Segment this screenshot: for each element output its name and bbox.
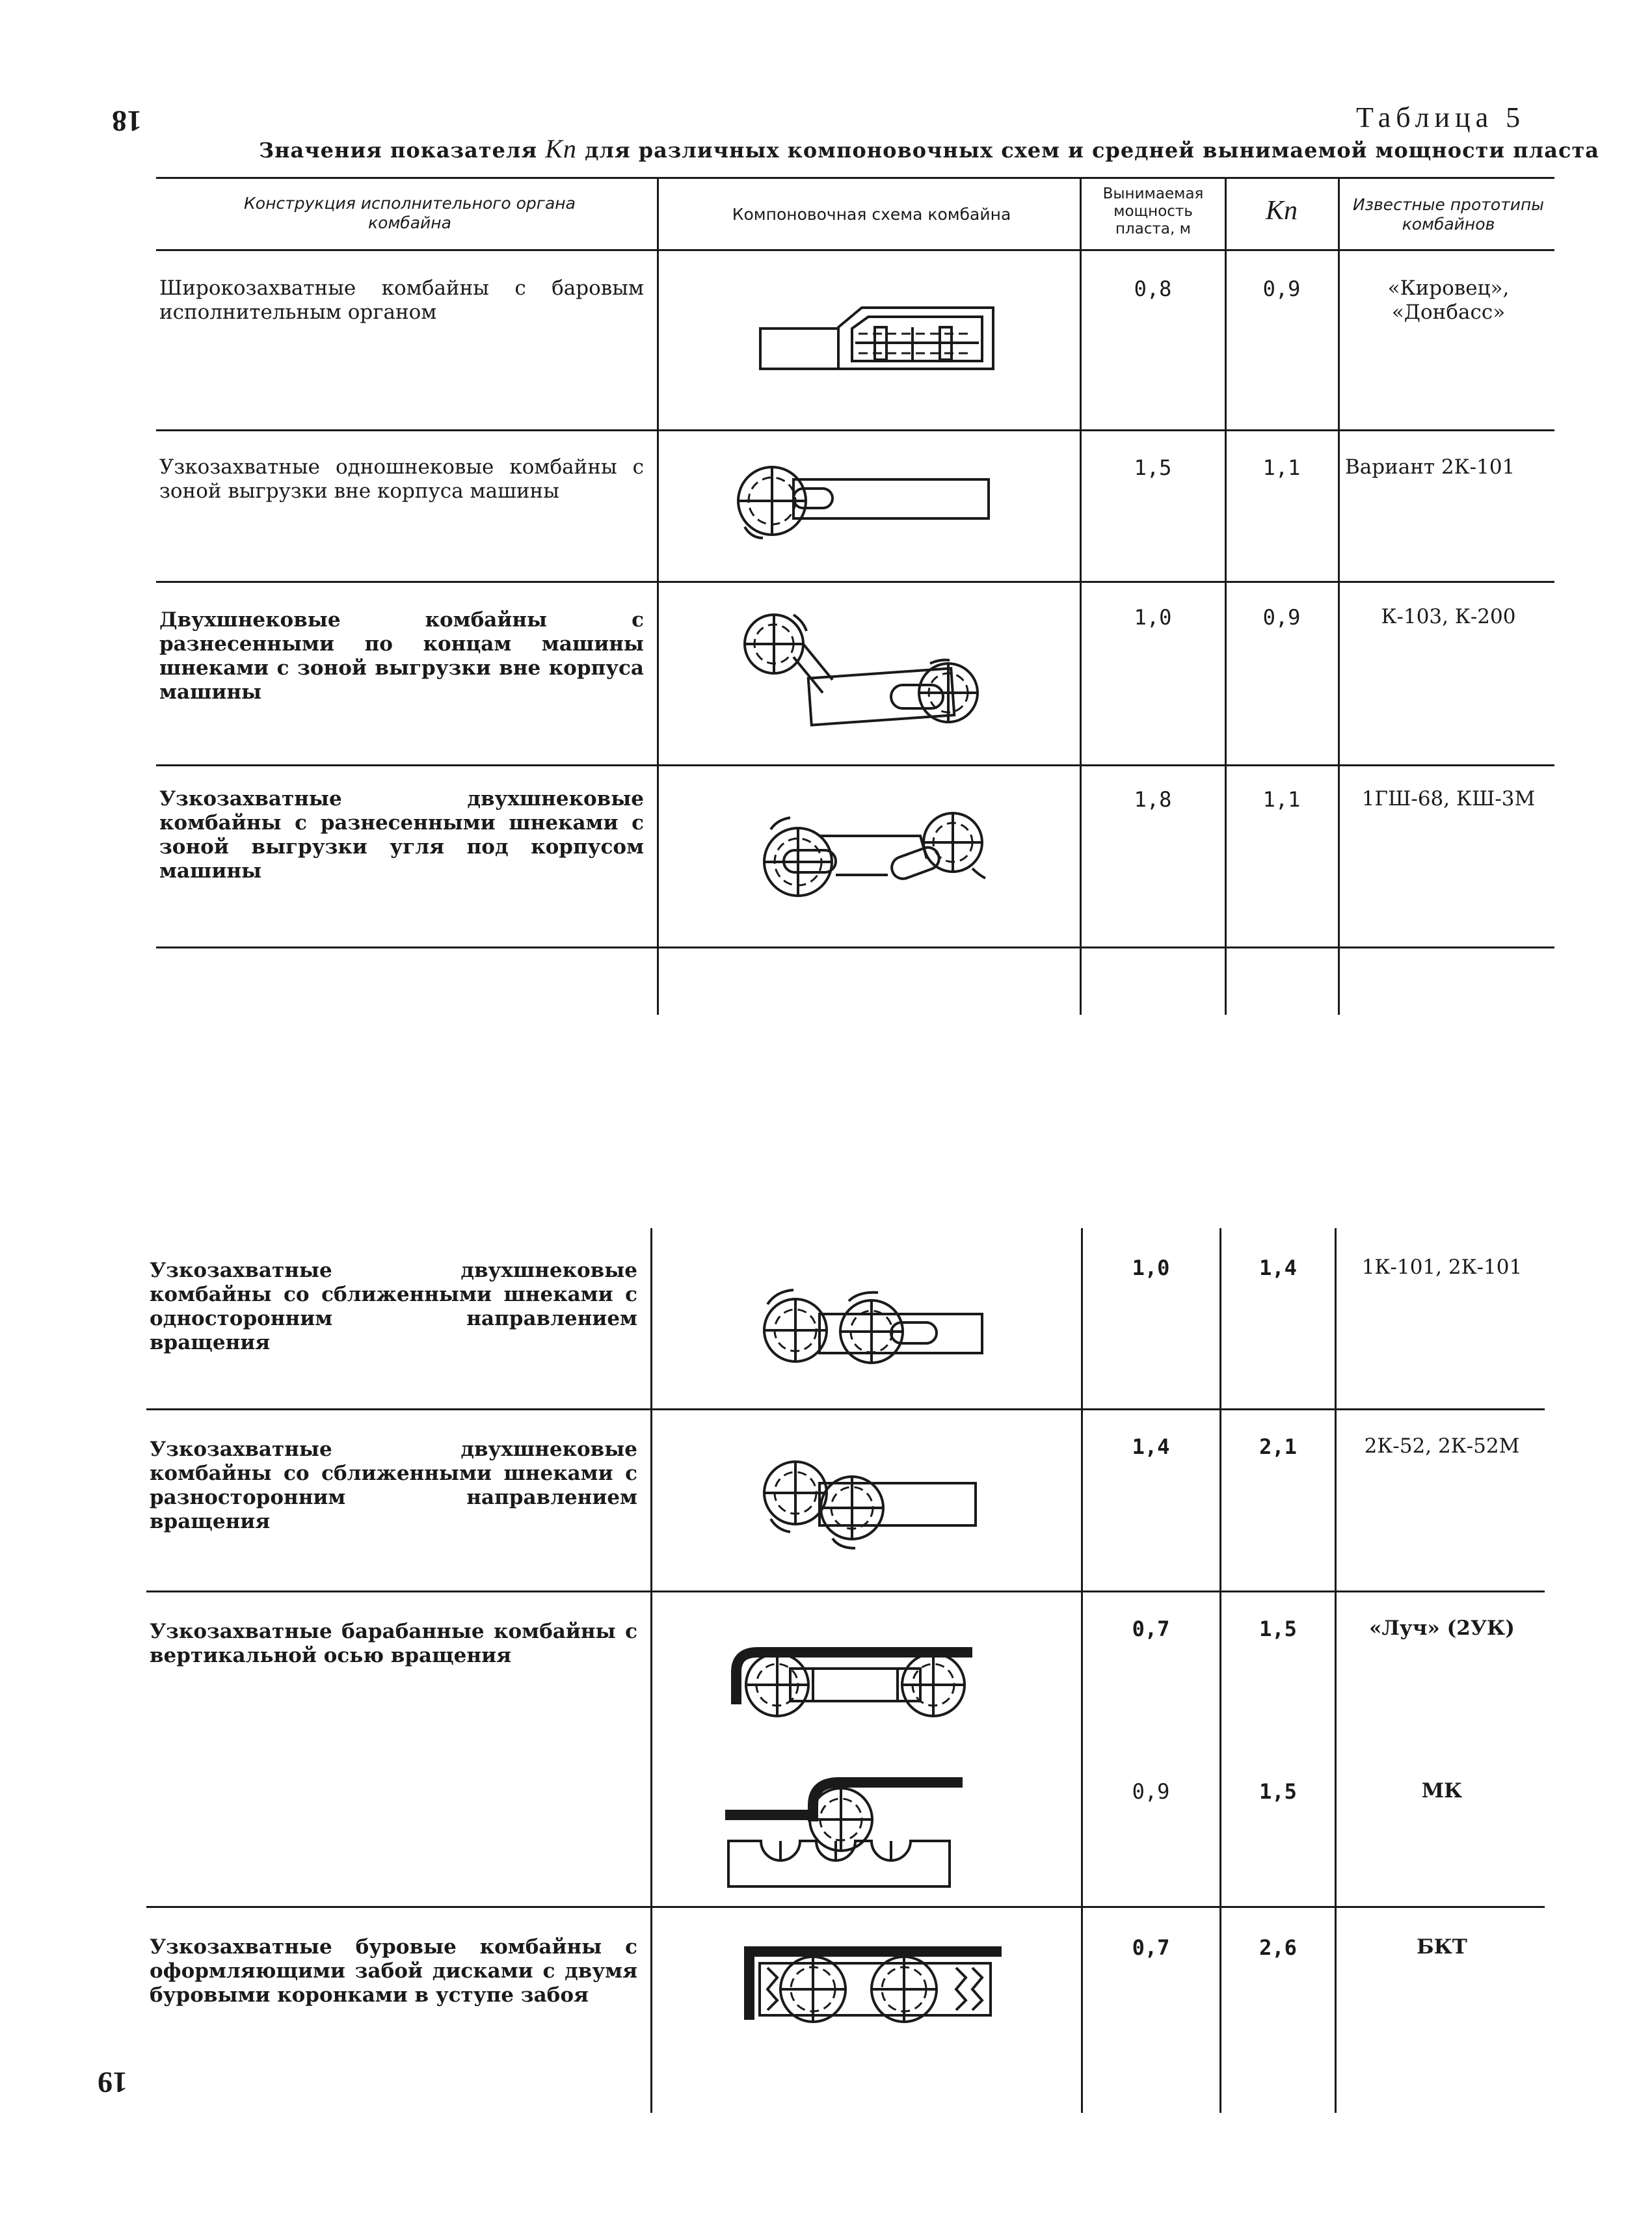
row-4-design: Узкозахватные двухшнековые комбайны с разнесенными шнеками с зоной выгрузки угля под корпусом машины bbox=[159, 787, 644, 883]
row-7-design: Узкозахватные барабанные комбайны с вертикальной осью вращения bbox=[150, 1620, 637, 1667]
row-9-thickness: 0,7 bbox=[1132, 1935, 1170, 1960]
row-8-thickness: 0,9 bbox=[1132, 1779, 1170, 1804]
row-separator bbox=[146, 1590, 1545, 1592]
row-separator bbox=[146, 1906, 1545, 1908]
row-3-design: Двухшнековые комбайны с разнесенными по концам машины шнеками с зоной выгрузки вне корпуса машины bbox=[159, 608, 644, 704]
row-5-design: Узкозахватные двухшнековые комбайны со сближенными шнеками с односторонним направлением вращения bbox=[150, 1259, 637, 1354]
table-title bbox=[259, 133, 1599, 164]
col-divider-4-lower bbox=[1335, 1228, 1337, 2113]
title-suffix: для различных компоновочных схем и средней вынимаемой мощности пласта bbox=[585, 138, 1600, 163]
header-top-rule bbox=[156, 177, 1554, 179]
row-7-prototypes: «Луч» (2УК) bbox=[1369, 1617, 1515, 1640]
row-2-design: Узкозахватные одношнековые комбайны с зоной выгрузки вне корпуса машины bbox=[159, 455, 644, 503]
row-4-kp: 1,1 bbox=[1262, 787, 1301, 812]
row-9-prototypes: БКТ bbox=[1417, 1935, 1467, 1959]
row-6-prototypes: 2К-52, 2К-52М bbox=[1364, 1434, 1520, 1458]
row-separator bbox=[156, 946, 1554, 948]
col-divider-4 bbox=[1338, 177, 1340, 1015]
drum-mk-schema-icon bbox=[725, 1773, 972, 1893]
col-divider-1 bbox=[657, 177, 659, 1015]
page-number-bottom: 19 bbox=[98, 2066, 127, 2099]
row-7-thickness: 0,7 bbox=[1132, 1617, 1170, 1641]
twin-auger-close-opposite-rotation-schema-icon bbox=[758, 1451, 982, 1555]
row-3-prototypes: К-103, К-200 bbox=[1381, 605, 1516, 628]
col-divider-2-lower bbox=[1081, 1228, 1083, 2113]
row-separator bbox=[156, 764, 1554, 766]
row-8-kp: 1,5 bbox=[1259, 1779, 1297, 1804]
row-2-kp: 1,1 bbox=[1262, 455, 1301, 480]
row-6-design: Узкозахватные двухшнековые комбайны со сближенными шнеками с разносторонним направлением вращения bbox=[150, 1438, 637, 1533]
title-symbol: Kп bbox=[545, 134, 577, 163]
row-5-thickness: 1,0 bbox=[1132, 1255, 1170, 1280]
row-9-design: Узкозахватные буровые комбайны с оформляющими забой дисками с двумя буровыми коронками в уступе забоя bbox=[150, 1935, 637, 2007]
col-divider-3 bbox=[1225, 177, 1227, 1015]
twin-auger-spread-schema-icon bbox=[741, 608, 1002, 725]
row-separator bbox=[156, 429, 1554, 431]
row-1-prototypes: «Кировец», «Донбасс» bbox=[1387, 276, 1510, 324]
col-divider-2 bbox=[1080, 177, 1082, 1015]
row-2-thickness: 1,5 bbox=[1134, 455, 1172, 480]
header-col-design: Конструкция исполнительного органа комбайна bbox=[244, 194, 576, 232]
header-col-thickness: Вынимаемая мощность пласта, м bbox=[1102, 185, 1204, 237]
row-5-kp: 1,4 bbox=[1259, 1255, 1297, 1280]
row-6-kp: 2,1 bbox=[1259, 1434, 1297, 1459]
row-6-thickness: 1,4 bbox=[1132, 1434, 1170, 1459]
row-5-prototypes: 1К-101, 2К-101 bbox=[1361, 1255, 1523, 1279]
row-1-thickness: 0,8 bbox=[1134, 276, 1172, 301]
col-divider-continuation bbox=[657, 950, 659, 1015]
row-4-thickness: 1,8 bbox=[1134, 787, 1172, 812]
col-divider-3-lower bbox=[1219, 1228, 1221, 2113]
row-7-kp: 1,5 bbox=[1259, 1617, 1297, 1641]
drilling-crowns-schema-icon bbox=[741, 1939, 1002, 2033]
page-number-top: 18 bbox=[112, 105, 142, 138]
row-1-kp: 0,9 bbox=[1262, 276, 1301, 301]
header-col-schema: Компоновочная схема комбайна bbox=[732, 205, 1011, 224]
single-auger-schema-icon bbox=[732, 459, 1005, 543]
twin-auger-under-body-schema-icon bbox=[758, 810, 998, 907]
row-8-prototypes: МК bbox=[1421, 1779, 1463, 1803]
header-col-kp: Kп bbox=[1265, 196, 1298, 226]
row-4-prototypes: 1ГШ-68, КШ-3М bbox=[1361, 787, 1536, 811]
row-1-design: Широкозахватные комбайны с баровым исполнительным органом bbox=[159, 276, 644, 324]
drum-vertical-axis-schema-icon bbox=[728, 1639, 989, 1724]
row-3-thickness: 1,0 bbox=[1134, 605, 1172, 630]
col-divider-1-lower bbox=[650, 1228, 652, 2113]
row-separator bbox=[156, 581, 1554, 583]
twin-auger-close-same-rotation-schema-icon bbox=[758, 1285, 989, 1376]
header-col-prototypes: Известные прототипы комбайнов bbox=[1352, 195, 1545, 234]
table-label: Таблица 5 bbox=[1356, 101, 1526, 133]
row-9-kp: 2,6 bbox=[1259, 1935, 1297, 1960]
row-2-prototypes: Вариант 2К-101 bbox=[1345, 455, 1515, 479]
header-bottom-rule bbox=[156, 249, 1554, 251]
row-separator bbox=[146, 1408, 1545, 1410]
title-prefix: Значения показателя bbox=[259, 138, 538, 163]
bar-cutter-schema-icon bbox=[758, 302, 998, 374]
row-3-kp: 0,9 bbox=[1262, 605, 1301, 630]
